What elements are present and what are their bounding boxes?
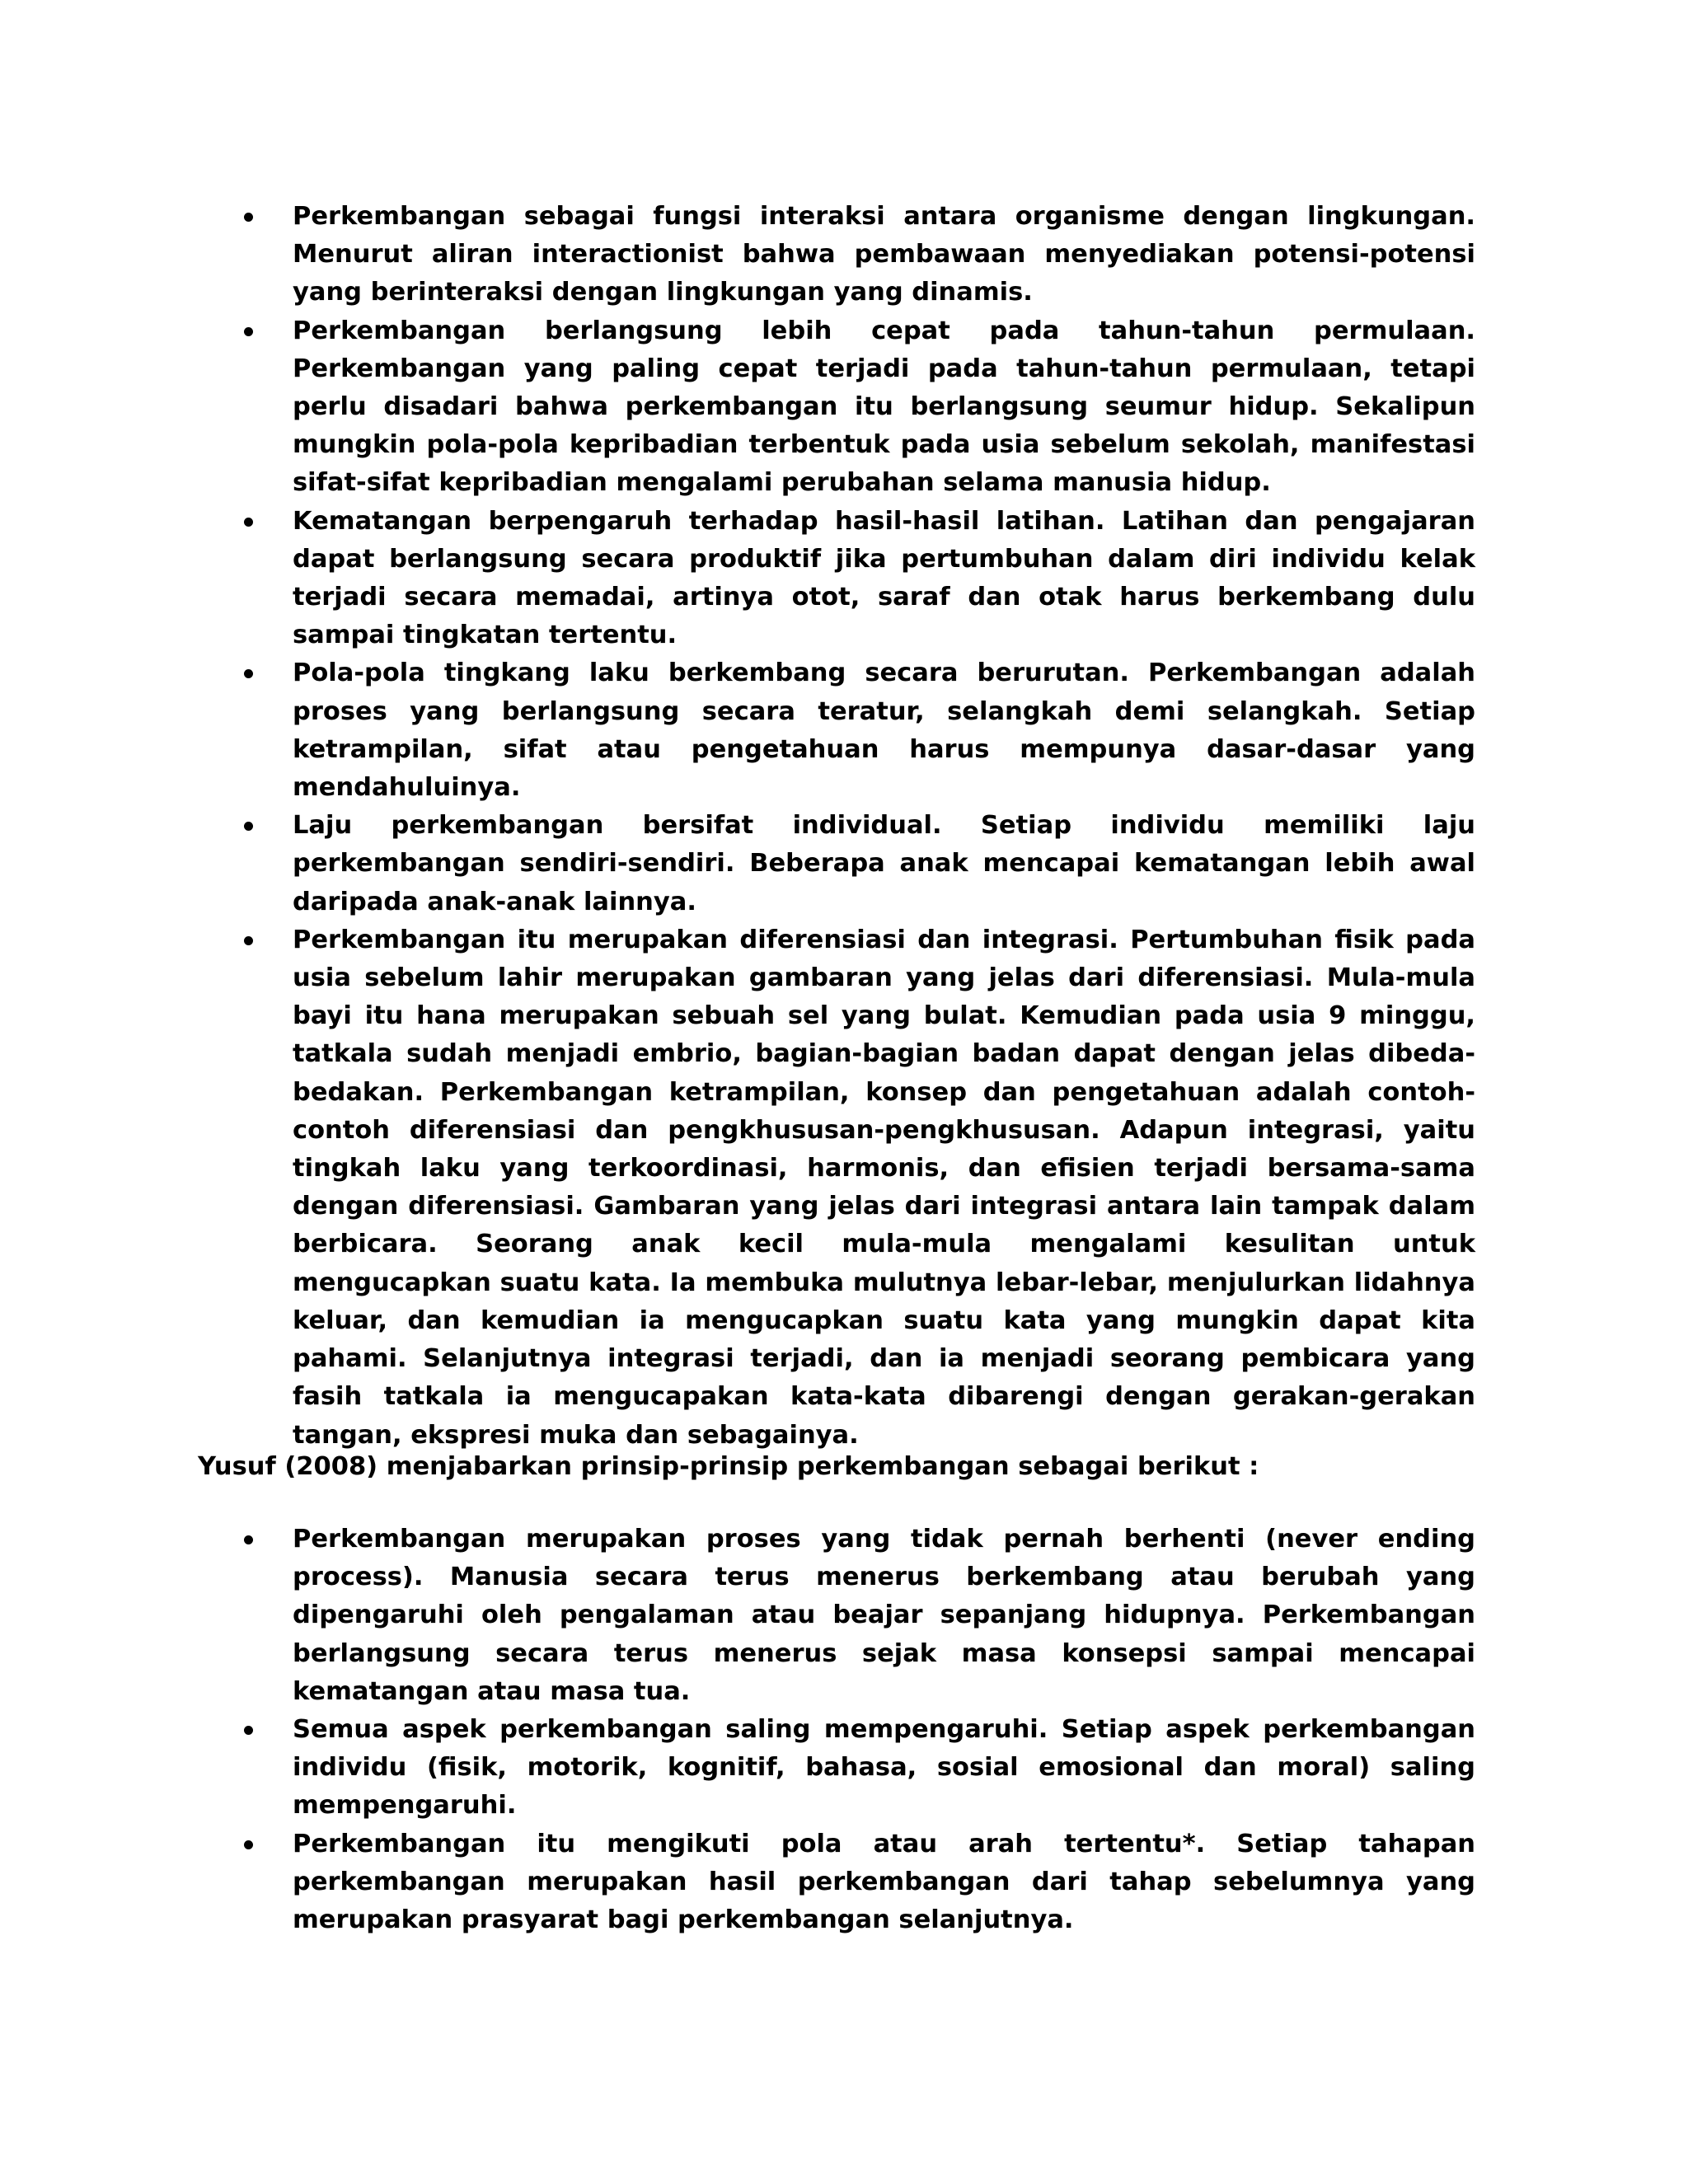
principles-list-two: [198, 1521, 1475, 1939]
bullet-icon: [244, 1535, 253, 1544]
bullet-icon: [244, 936, 253, 945]
bullet-icon: [244, 669, 253, 678]
list-item-text: Perkembangan merupakan proses yang tidak pernah berhenti (never ending process). Manusia secara terus menerus berkembang atau berubah yang dipengaruhi oleh pengalaman atau beajar sepanjang hidupnya. Perkembangan berlangsung secara terus menerus sejak masa konsepsi sampai mencapai kematangan atau masa tua.: [293, 1525, 1475, 1706]
bullet-icon: [244, 518, 253, 527]
list-item: [198, 198, 1475, 312]
list-item-text: Semua aspek perkembangan saling mempengaruhi. Setiap aspek perkembangan individu (fisik, motorik, kognitif, bahasa, sosial emosional dan moral) saling mempengaruhi.: [293, 1715, 1475, 1821]
list-item: [198, 503, 1475, 655]
bullet-icon: [244, 822, 253, 831]
intro-paragraph: Yusuf (2008) menjabarkan prinsip-prinsip perkembangan sebagai berikut :: [198, 1452, 1259, 1481]
list-item: [198, 312, 1475, 503]
list-item-text: Perkembangan sebagai fungsi interaksi antara organisme dengan lingkungan. Menurut aliran interactionist bahwa pembawaan menyediakan potensi-potensi yang berinteraksi dengan lingkungan yang dinamis.: [293, 202, 1475, 307]
bullet-icon: [244, 1840, 253, 1849]
bullet-icon: [244, 213, 253, 222]
list-item-text: Perkembangan berlangsung lebih cepat pada tahun-tahun permulaan. Perkembangan yang paling cepat terjadi pada tahun-tahun permulaan, tetapi perlu disadari bahwa perkembangan itu berlangsung seumur hidup. Sekalipun mungkin pola-pola kepribadian terbentuk pada usia sebelum sekolah, manifestasi sifat-sifat kepribadian mengalami perubahan selama manusia hidup.: [293, 316, 1475, 498]
list-item: [198, 1711, 1475, 1825]
list-item: [198, 1521, 1475, 1711]
bullet-icon: [244, 1726, 253, 1735]
list-item: [198, 1825, 1475, 1940]
list-item: [198, 654, 1475, 807]
list-item-text: Perkembangan itu merupakan diferensiasi dan integrasi. Pertumbuhan fisik pada usia sebelum lahir merupakan gambaran yang jelas dari diferensiasi. Mula-mula bayi itu hana merupakan sebuah sel yang bulat. Kemudian pada usia 9 minggu, tatkala sudah menjadi embrio, bagian-bagian badan dapat dengan jelas dibeda-bedakan. Perkembangan ketrampilan, konsep dan pengetahuan adalah contoh-contoh diferensiasi dan pengkhususan-pengkhususan. Adapun integrasi, yaitu tingkah laku yang terkoordinasi, harmonis, dan efisien terjadi bersama-sama dengan diferensiasi. Gambaran yang jelas dari integrasi antara lain tampak dalam berbicara. Seorang anak kecil mula-mula mengalami kesulitan untuk mengucapkan suatu kata. Ia membuka mulutnya lebar-lebar, menjulurkan lidahnya keluar, dan kemudian ia mengucapkan suatu kata yang mungkin dapat kita pahami. Selanjutnya integrasi terjadi, dan ia menjadi seorang pembicara yang fasih tatkala ia mengucapakan kata-kata dibarengi dengan gerakan-gerakan tangan, ekspresi muka dan sebagainya.: [293, 925, 1475, 1450]
list-item-text: Perkembangan itu mengikuti pola atau arah tertentu*. Setiap tahapan perkembangan merupakan hasil perkembangan dari tahap sebelumnya yang merupakan prasyarat bagi perkembangan selanjutnya.: [293, 1829, 1475, 1935]
list-item: [198, 807, 1475, 921]
list-item: [198, 921, 1475, 1455]
bullet-icon: [244, 327, 253, 336]
list-item-text: Pola-pola tingkang laku berkembang secara berurutan. Perkembangan adalah proses yang berlangsung secara teratur, selangkah demi selangkah. Setiap ketrampilan, sifat atau pengetahuan harus mempunya dasar-dasar yang mendahuluinya.: [293, 658, 1475, 803]
list-item-text: Laju perkembangan bersifat individual. Setiap individu memiliki laju perkembangan sendiri-sendiri. Beberapa anak mencapai kematangan lebih awal daripada anak-anak lainnya.: [293, 811, 1475, 916]
principles-list-one: [198, 198, 1475, 1455]
list-item-text: Kematangan berpengaruh terhadap hasil-hasil latihan. Latihan dan pengajaran dapat berlangsung secara produktif jika pertumbuhan dalam diri individu kelak terjadi secara memadai, artinya otot, saraf dan otak harus berkembang dulu sampai tingkatan tertentu.: [293, 506, 1475, 650]
